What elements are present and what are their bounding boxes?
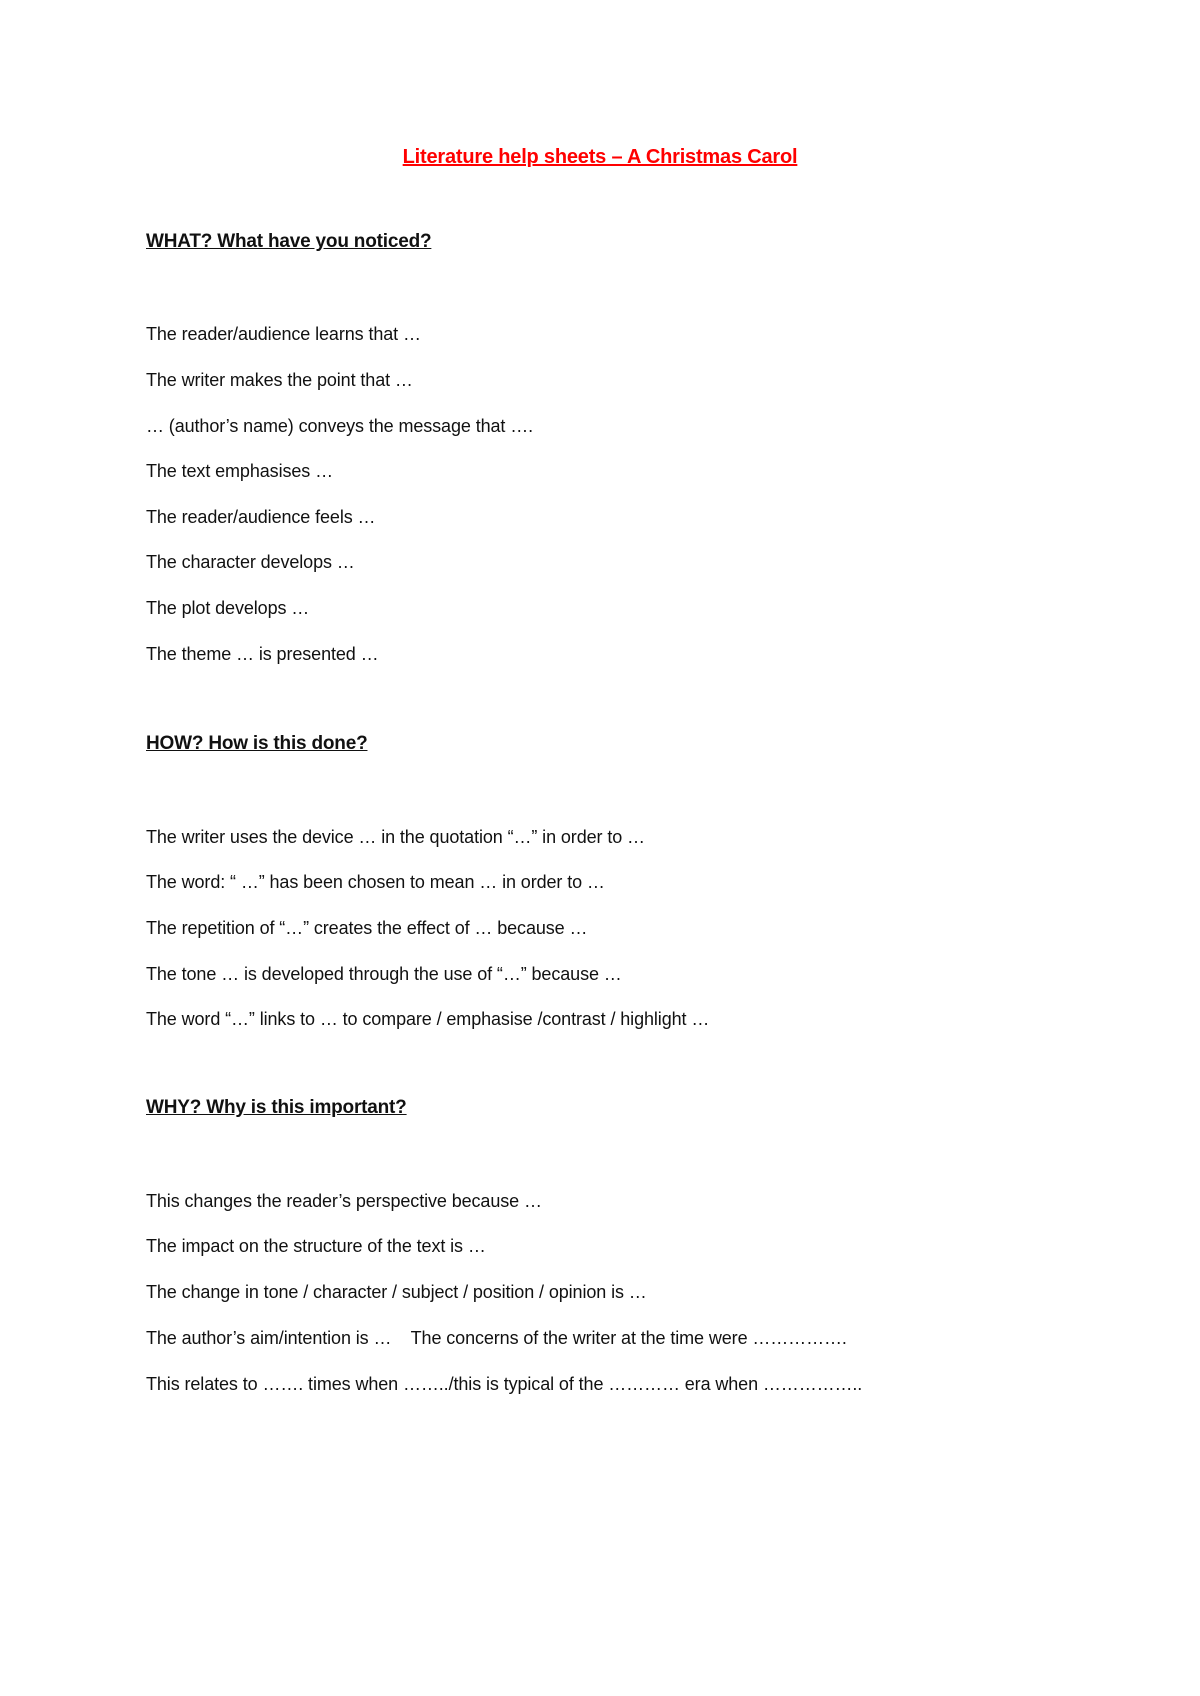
prompt-line: The text emphasises … xyxy=(146,461,333,481)
prompt-line: The character develops … xyxy=(146,552,355,572)
document-title: Literature help sheets – A Christmas Carol xyxy=(402,146,798,168)
prompt-line: The theme … is presented … xyxy=(146,644,379,664)
section-heading-what: WHAT? What have you noticed? xyxy=(146,231,432,252)
prompt-line: The author’s aim/intention is … The concerns of the writer at the time were ……………. xyxy=(146,1328,847,1348)
prompt-line: … (author’s name) conveys the message that …. xyxy=(146,416,534,436)
section-heading-why: WHY? Why is this important? xyxy=(146,1097,407,1118)
prompt-line: The reader/audience learns that … xyxy=(146,324,421,344)
prompt-line: The reader/audience feels … xyxy=(146,507,376,527)
prompt-line: The repetition of “…” creates the effect of … because … xyxy=(146,918,588,938)
prompt-line: The change in tone / character / subject / position / opinion is … xyxy=(146,1282,647,1302)
section-why xyxy=(146,1096,1126,1120)
prompt-line: The word “…” links to … to compare / emphasise /contrast / highlight … xyxy=(146,1009,710,1029)
section-heading-how: HOW? How is this done? xyxy=(146,733,368,754)
prompt-line: This changes the reader’s perspective because … xyxy=(146,1191,542,1211)
section-how xyxy=(146,732,1126,756)
prompt-line: The plot develops … xyxy=(146,598,310,618)
prompt-line: The tone … is developed through the use of “…” because … xyxy=(146,964,622,984)
prompt-line: This relates to ……. times when ……../this is typical of the ………… era when …………….. xyxy=(146,1374,863,1394)
prompt-line: The word: “ …” has been chosen to mean … in order to … xyxy=(146,872,605,892)
prompt-line: The writer makes the point that … xyxy=(146,370,413,390)
section-what xyxy=(146,230,1126,254)
prompt-line: The impact on the structure of the text is … xyxy=(146,1236,486,1256)
prompt-line: The writer uses the device … in the quotation “…” in order to … xyxy=(146,827,645,847)
